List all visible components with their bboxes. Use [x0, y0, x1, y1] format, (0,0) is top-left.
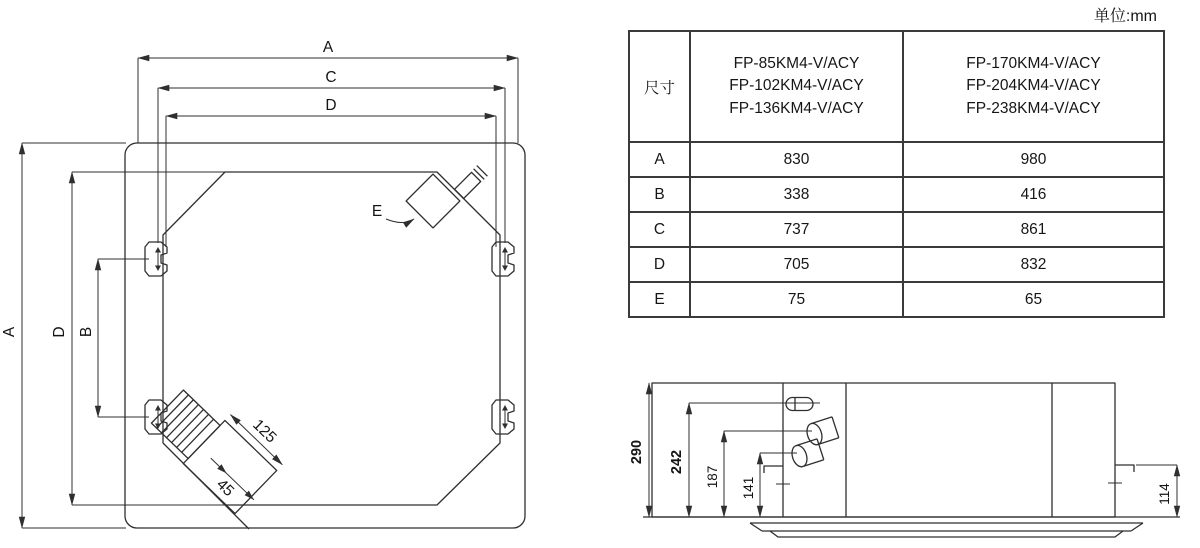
table-row [629, 177, 1164, 212]
model-name: FP-238KM4-V/ACY [966, 99, 1101, 117]
dim-value-large: 980 [903, 142, 1164, 177]
dim-value-large: 832 [903, 247, 1164, 282]
hanger-bracket-bottom-right [492, 400, 514, 434]
refrigerant-pipe-lower [760, 439, 824, 469]
dim-label-d-left: D [51, 326, 68, 338]
model-name: FP-170KM4-V/ACY [966, 54, 1101, 72]
drain-pipe-side [689, 398, 820, 411]
dim-key: C [629, 212, 690, 247]
model-name: FP-136KM4-V/ACY [729, 99, 864, 117]
dim-key: A [629, 142, 690, 177]
dim-value-small: 705 [690, 247, 903, 282]
side-dim-290: 290 [629, 439, 645, 465]
unit-body-outline [163, 172, 500, 505]
table-header-row [629, 31, 1164, 142]
dim-label-a-top: A [322, 39, 334, 56]
side-dim-242: 242 [669, 449, 685, 475]
dim-value-small: 338 [690, 177, 903, 212]
dim-label-e: E [371, 203, 383, 220]
unit-label: 单位:mm [1093, 8, 1157, 25]
refrigerant-pipe-upper [724, 417, 839, 447]
side-dim-187: 187 [705, 465, 720, 489]
dim-value-large: 65 [903, 282, 1164, 317]
detail-dim-45: 45 [212, 475, 238, 501]
dim-value-large: 861 [903, 212, 1164, 247]
dim-value-small: 830 [690, 142, 903, 177]
dimension-table [628, 30, 1165, 318]
dim-label-b-left: B [78, 326, 95, 338]
drain-box [406, 174, 460, 228]
plan-view-drawing [1, 39, 525, 529]
dim-key: D [629, 247, 690, 282]
side-dim-114: 114 [1157, 483, 1172, 505]
terminal-box [147, 365, 299, 517]
side-dim-141: 141 [741, 476, 756, 500]
detail-dim-125: 125 [249, 416, 280, 447]
dim-value-small: 75 [690, 282, 903, 317]
dim-value-small: 737 [690, 212, 903, 247]
dim-label-d-top: D [325, 97, 337, 114]
table-header-small-models [690, 31, 903, 142]
table-row [629, 282, 1164, 317]
dim-value-large: 416 [903, 177, 1164, 212]
side-view-drawing [629, 383, 1180, 537]
model-name: FP-102KM4-V/ACY [729, 77, 864, 95]
table-row [629, 212, 1164, 247]
table-header-dim: 尺寸 [629, 31, 690, 142]
hanger-bracket-top-right [492, 242, 514, 276]
table-row [629, 247, 1164, 282]
model-name: FP-85KM4-V/ACY [733, 54, 860, 72]
e-leader-arrow [386, 219, 414, 223]
dim-label-c-top: C [325, 69, 337, 86]
drain-pipe-stub [454, 166, 488, 200]
side-hanger-right [1108, 465, 1134, 490]
dim-label-a-left: A [1, 326, 18, 338]
model-name: FP-204KM4-V/ACY [966, 77, 1101, 95]
side-hanger-left [764, 466, 790, 491]
dim-key: E [629, 282, 690, 317]
dim-key: B [629, 177, 690, 212]
table-header-large-models [903, 31, 1164, 142]
table-row [629, 142, 1164, 177]
side-panel-profile [750, 523, 1143, 537]
